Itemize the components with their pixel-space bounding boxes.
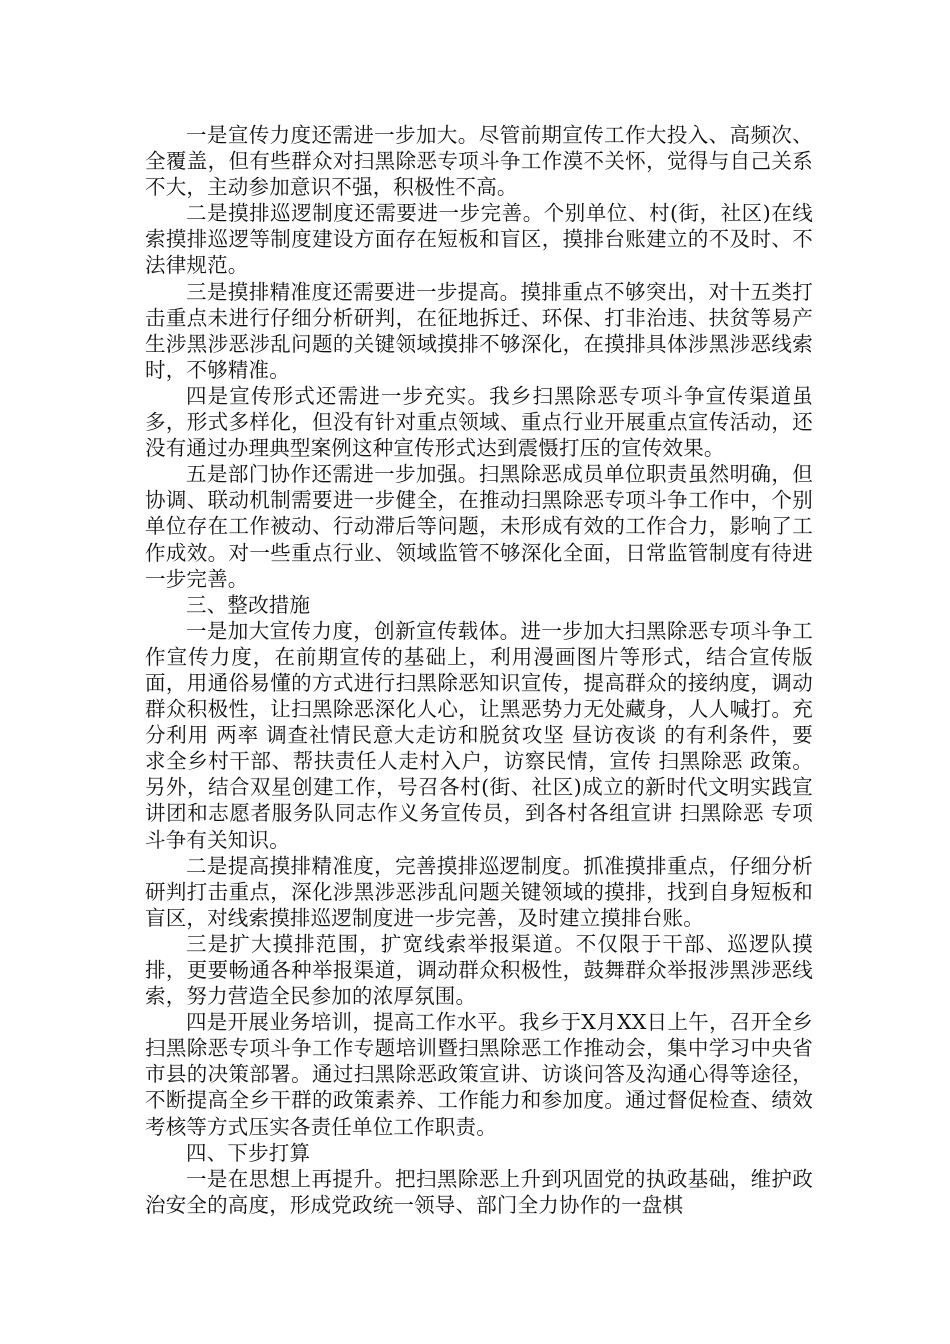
- paragraph-next-thinking: 一是在思想上再提升。把扫黑除恶上升到巩固党的执政基础，维护政治安全的高度，形成党政统一领导、部门全力协作的一盘棋: [145, 1166, 813, 1217]
- paragraph-measure-precision: 二是提高摸排精准度，完善摸排巡逻制度。抓准摸排重点，仔细分析研判打击重点，深化涉黑涉恶涉乱问题关键领域的摸排，找到自身短板和盲区，对线索摸排巡逻制度进一步完善，及时建立摸排台账。: [145, 853, 813, 930]
- paragraph-measure-training: 四是开展业务培训，提高工作水平。我乡于X月XX日上午，召开全乡扫黑除恶专项斗争工作专题培训暨扫黑除恶工作推动会，集中学习中央省市县的决策部署。通过扫黑除恶政策宣讲、访谈问答及沟通心得等途径，不断提高全乡干群的政策素养、工作能力和参加度。通过督促检查、绩效考核等方式压实各责任单位工作职责。: [145, 1010, 813, 1139]
- paragraph-publicity-form: 四是宣传形式还需进一步充实。我乡扫黑除恶专项斗争宣传渠道虽多，形式多样化，但没有针对重点领域、重点行业开展重点宣传活动，还没有通过办理典型案例这种宣传形式达到震慑打压的宣传效果。: [145, 383, 813, 461]
- paragraph-publicity-strength: 一是宣传力度还需进一步加大。尽管前期宣传工作大投入、高频次、全覆盖，但有些群众对扫黑除恶专项斗争工作漠不关怀，觉得与自己关系不大，主动参加意识不强，积极性不高。: [145, 123, 813, 200]
- paragraph-precision: 三是摸排精准度还需要进一步提高。摸排重点不够突出，对十五类打击重点未进行仔细分析研判，在征地拆迁、环保、打非治违、扶贫等易产生涉黑涉恶涉乱问题的关键领域摸排不够深化，在摸排具体涉黑涉恶线索时，不够精准。: [145, 279, 813, 382]
- document-body: [145, 122, 813, 1218]
- section-heading-next-steps: 四、下步打算: [186, 1140, 311, 1165]
- paragraph-department-coordination: 五是部门协作还需进一步加强。扫黑除恶成员单位职责虽然明确，但协调、联动机制需要进一步健全，在推动扫黑除恶专项斗争工作中，个别单位存在工作被动、行动滞后等问题，未形成有效的工作合力，影响了工作成效。对一些重点行业、领域监管不够深化全面，日常监管制度有待进一步完善。: [145, 462, 813, 591]
- paragraph-patrol-system: 二是摸排巡逻制度还需要进一步完善。个别单位、村(街，社区)在线索摸排巡逻等制度建设方面存在短板和盲区，摸排台账建立的不及时、不法律规范。: [145, 201, 813, 278]
- section-heading-rectification: 三、整改措施: [186, 592, 311, 617]
- paragraph-measure-publicity: 一是加大宣传力度，创新宣传载体。进一步加大扫黑除恶专项斗争工作宣传力度，在前期宣传的基础上，利用漫画图片等形式，结合宣传版面，用通俗易懂的方式进行扫黑除恶知识宣传，提高群众的接纳度，调动群众积极性，让扫黑除恶深化人心，让黑恶势力无处藏身，人人喊打。充分利用 两率 调查社情民意大走访和脱贫攻坚 昼访夜谈 的有利条件，要求全乡村干部、帮扶责任人走村入户，访察民情，宣传 扫黑除恶 政策。另外，结合双星创建工作，号召各村(街、社区)成立的新时代文明实践宣讲团和志愿者服务队同志作义务宣传员，到各村各组宣讲 扫黑除恶 专项斗争有关知识。: [145, 618, 813, 852]
- paragraph-measure-scope: 三是扩大摸排范围，扩宽线索举报渠道。不仅限于干部、巡逻队摸排，更要畅通各种举报渠道，调动群众积极性，鼓舞群众举报涉黑涉恶线索，努力营造全民参加的浓厚氛围。: [145, 931, 813, 1009]
